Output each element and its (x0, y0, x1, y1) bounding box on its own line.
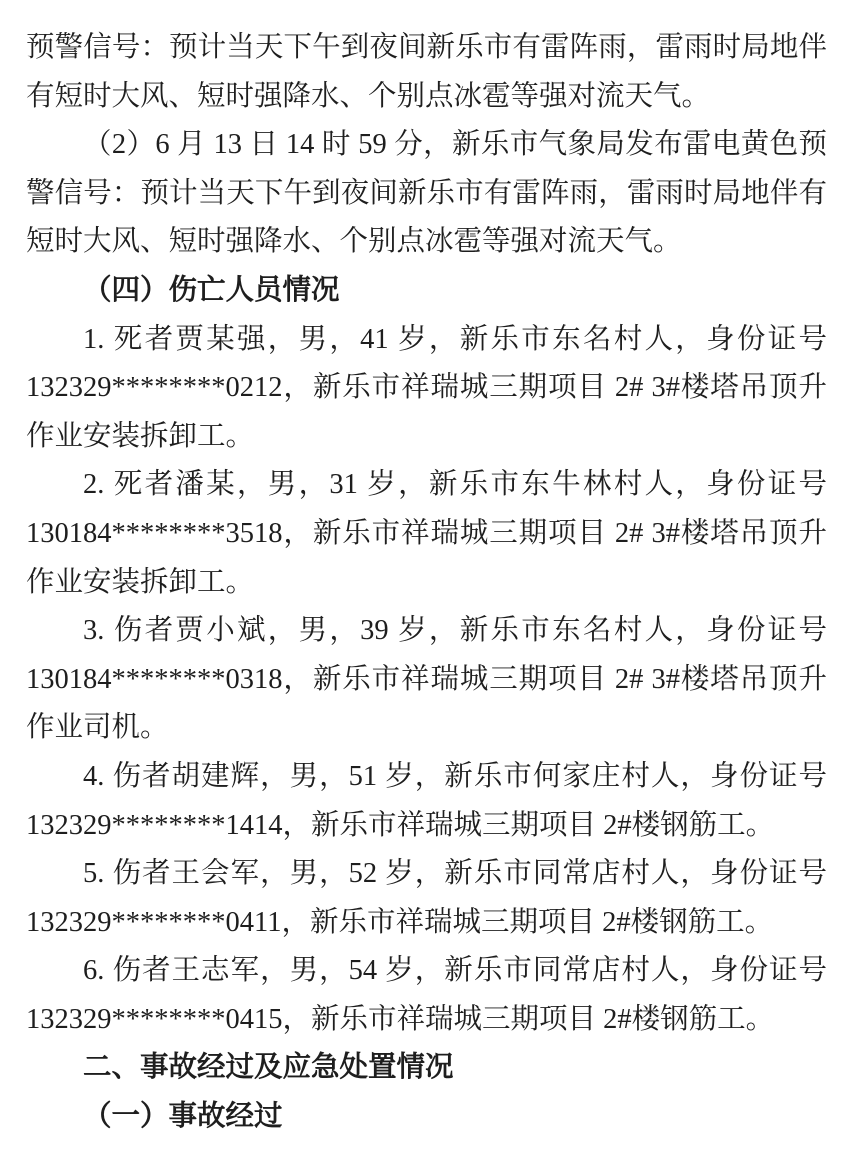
paragraph-line: 警信号：预计当天下午到夜间新乐市有雷阵雨，雷雨时局地伴有 (26, 177, 827, 209)
paragraph-line: 预警信号：预计当天下午到夜间新乐市有雷阵雨，雷雨时局地伴 (26, 32, 827, 63)
casualty-line: 6. 伤者王志军，男，54 岁，新乐市同常店村人，身份证号 (83, 955, 827, 987)
casualty-line: 作业安装拆卸工。 (26, 566, 255, 598)
section-heading-accident-response: 二、事故经过及应急处置情况 (83, 1052, 454, 1084)
casualty-line: 2. 死者潘某，男，31 岁，新乐市东牛林村人，身份证号 (83, 469, 827, 501)
casualty-line: 130184********3518，新乐市祥瑞城三期项目 2# 3#楼塔吊顶升 (26, 517, 827, 549)
casualty-line: 1. 死者贾某强，男，41 岁，新乐市东名村人，身份证号 (83, 323, 827, 355)
casualty-line: 132329********0212，新乐市祥瑞城三期项目 2# 3#楼塔吊顶升 (26, 372, 827, 404)
casualty-line: 132329********1414，新乐市祥瑞城三期项目 2#楼钢筋工。 (26, 809, 775, 841)
section-heading-casualties: （四）伤亡人员情况 (83, 274, 340, 306)
casualty-line: 5. 伤者王会军，男，52 岁，新乐市同常店村人，身份证号 (83, 858, 827, 890)
casualty-line: 132329********0411，新乐市祥瑞城三期项目 2#楼钢筋工。 (26, 906, 774, 938)
subsection-heading-accident-course: （一）事故经过 (83, 1101, 283, 1133)
casualty-line: 132329********0415，新乐市祥瑞城三期项目 2#楼钢筋工。 (26, 1003, 775, 1035)
paragraph-line: 有短时大风、短时强降水、个别点冰雹等强对流天气。 (26, 80, 711, 112)
casualty-line: 作业安装拆卸工。 (26, 420, 255, 452)
casualty-line: 作业司机。 (26, 712, 169, 744)
casualty-line: 3. 伤者贾小斌，男，39 岁，新乐市东名村人，身份证号 (83, 615, 827, 647)
casualty-line: 130184********0318，新乐市祥瑞城三期项目 2# 3#楼塔吊顶升 (26, 663, 827, 695)
casualty-line: 4. 伤者胡建辉，男，51 岁，新乐市何家庄村人，身份证号 (83, 760, 827, 792)
paragraph-line: 短时大风、短时强降水、个别点冰雹等强对流天气。 (26, 226, 682, 258)
paragraph-line: （2）6 月 13 日 14 时 59 分，新乐市气象局发布雷电黄色预 (83, 129, 827, 161)
